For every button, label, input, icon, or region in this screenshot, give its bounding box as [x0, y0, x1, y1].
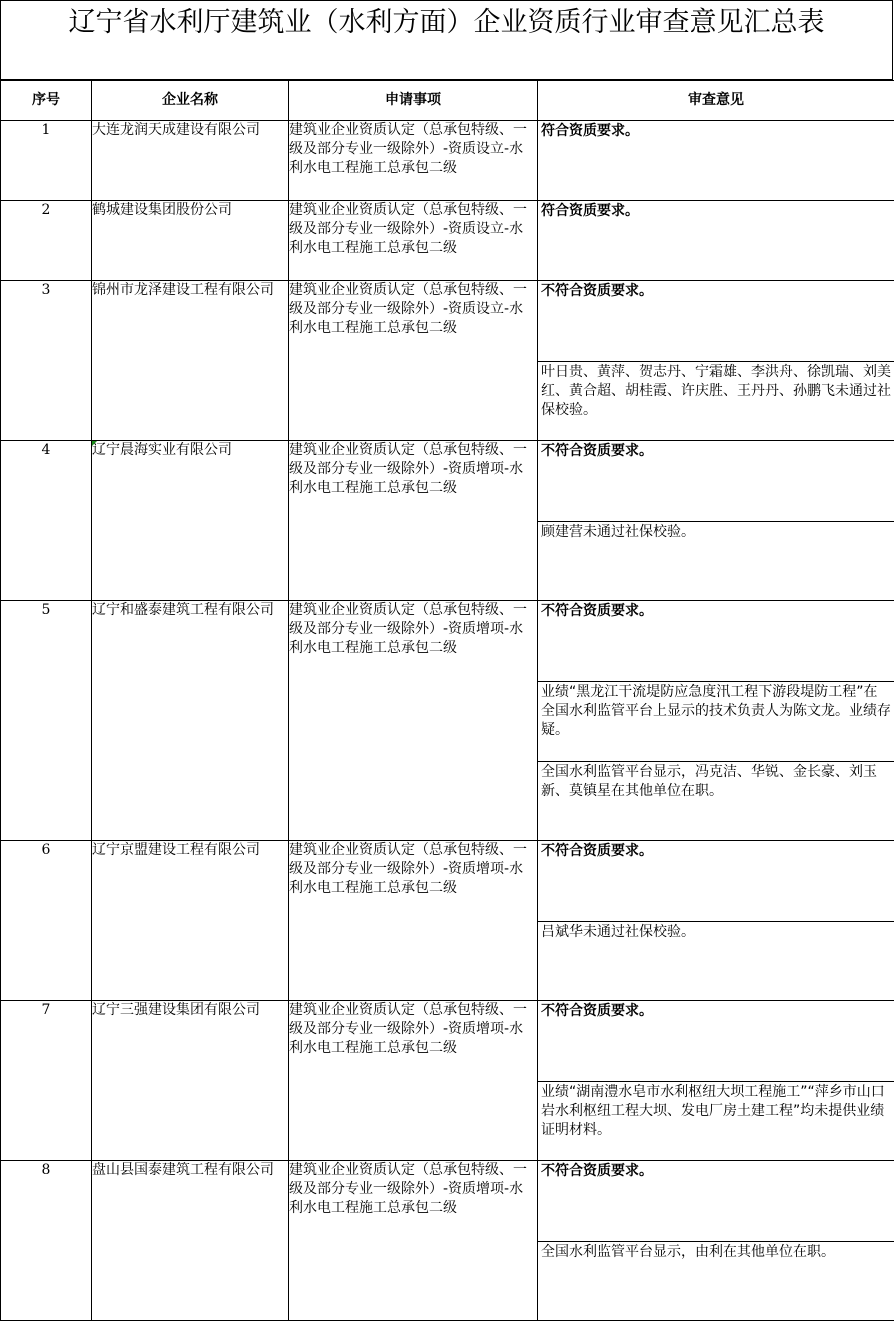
cell-seq[interactable]: 5 — [1, 601, 92, 841]
opinion-verdict[interactable]: 符合资质要求。 — [541, 123, 639, 139]
cell-company[interactable]: 锦州市龙泽建设工程有限公司 — [92, 281, 289, 441]
opinion-detail[interactable]: 吕斌华未通过社保校验。 — [538, 921, 894, 1000]
cell-application[interactable]: 建筑业企业资质认定（总承包特级、一级及部分专业一级除外）-资质增项-水利水电工程施工总承包二级 — [289, 841, 538, 1001]
comment-indicator-icon[interactable] — [92, 441, 97, 446]
cell-opinion — [538, 121, 894, 201]
header-row — [1, 81, 894, 121]
opinion-detail[interactable]: 顾建营未通过社保校验。 — [538, 521, 894, 600]
cell-opinion — [538, 201, 894, 281]
cell-application[interactable]: 建筑业企业资质认定（总承包特级、一级及部分专业一级除外）-资质增项-水利水电工程施工总承包二级 — [289, 441, 538, 601]
cell-seq[interactable]: 6 — [1, 841, 92, 1001]
table-row — [1, 281, 894, 441]
opinion-verdict[interactable]: 不符合资质要求。 — [541, 1163, 653, 1179]
cell-seq[interactable]: 3 — [1, 281, 92, 441]
cell-seq[interactable]: 4 — [1, 441, 92, 601]
header-opinion[interactable]: 审查意见 — [538, 81, 894, 121]
cell-company[interactable]: 盘山县国泰建筑工程有限公司 — [92, 1161, 289, 1321]
cell-company[interactable]: 辽宁和盛泰建筑工程有限公司 — [92, 601, 289, 841]
header-application[interactable]: 申请事项 — [289, 81, 538, 121]
cell-seq[interactable]: 8 — [1, 1161, 92, 1321]
cell-application[interactable]: 建筑业企业资质认定（总承包特级、一级及部分专业一级除外）-资质增项-水利水电工程施工总承包二级 — [289, 601, 538, 841]
opinion-detail[interactable]: 全国水利监管平台显示，冯克洁、华锐、金长豪、刘玉新、莫镇星在其他单位在职。 — [538, 761, 894, 840]
opinion-detail[interactable]: 业绩“黑龙江干流堤防应急度汛工程下游段堤防工程”在全国水利监管平台上显示的技术负责人为陈文龙。业绩存疑。 — [538, 681, 894, 761]
opinion-detail[interactable]: 全国水利监管平台显示，由利在其他单位在职。 — [538, 1241, 894, 1320]
table-row — [1, 121, 894, 201]
table-row — [1, 441, 894, 601]
cell-opinion — [538, 1161, 894, 1321]
cell-application[interactable]: 建筑业企业资质认定（总承包特级、一级及部分专业一级除外）-资质设立-水利水电工程施工总承包二级 — [289, 121, 538, 201]
cell-seq[interactable]: 2 — [1, 201, 92, 281]
opinion-verdict[interactable]: 不符合资质要求。 — [541, 843, 653, 859]
cell-seq[interactable]: 1 — [1, 121, 92, 201]
cell-opinion — [538, 601, 894, 841]
table-row — [1, 601, 894, 841]
cell-opinion — [538, 1001, 894, 1161]
header-seq[interactable]: 序号 — [1, 81, 92, 121]
table-row — [1, 841, 894, 1001]
header-company[interactable]: 企业名称 — [92, 81, 289, 121]
cell-opinion — [538, 281, 894, 441]
opinion-verdict[interactable]: 不符合资质要求。 — [541, 283, 653, 299]
table-row — [1, 1001, 894, 1161]
table-row — [1, 1161, 894, 1321]
cell-seq[interactable]: 7 — [1, 1001, 92, 1161]
opinion-detail[interactable]: 叶日贵、黄萍、贺志丹、宁霜雄、李洪舟、徐凯瑞、刘美红、黄合超、胡桂霞、许庆胜、王丹丹、孙鹏飞未通过社保校验。 — [538, 361, 894, 440]
review-table — [0, 80, 894, 1321]
cell-company[interactable]: 辽宁三强建设集团有限公司 — [92, 1001, 289, 1161]
opinion-verdict[interactable]: 符合资质要求。 — [541, 203, 639, 219]
cell-application[interactable]: 建筑业企业资质认定（总承包特级、一级及部分专业一级除外）-资质设立-水利水电工程施工总承包二级 — [289, 201, 538, 281]
cell-company[interactable]: 大连龙润天成建设有限公司 — [92, 121, 289, 201]
page-title[interactable]: 辽宁省水利厅建筑业（水利方面）企业资质行业审查意见汇总表 — [0, 0, 893, 80]
cell-opinion — [538, 441, 894, 601]
opinion-verdict[interactable]: 不符合资质要求。 — [541, 603, 653, 619]
table-row — [1, 201, 894, 281]
cell-application[interactable]: 建筑业企业资质认定（总承包特级、一级及部分专业一级除外）-资质增项-水利水电工程施工总承包二级 — [289, 1161, 538, 1321]
opinion-detail[interactable]: 业绩“湖南澧水皂市水利枢纽大坝工程施工”“萍乡市山口岩水利枢纽工程大坝、发电厂房土建工程”均未提供业绩证明材料。 — [538, 1081, 894, 1160]
cell-application[interactable]: 建筑业企业资质认定（总承包特级、一级及部分专业一级除外）-资质设立-水利水电工程施工总承包二级 — [289, 281, 538, 441]
cell-opinion — [538, 841, 894, 1001]
opinion-verdict[interactable]: 不符合资质要求。 — [541, 1003, 653, 1019]
cell-company[interactable]: 辽宁京盟建设工程有限公司 — [92, 841, 289, 1001]
company-name: 辽宁晨海实业有限公司 — [92, 442, 232, 458]
opinion-verdict[interactable]: 不符合资质要求。 — [541, 443, 653, 459]
cell-application[interactable]: 建筑业企业资质认定（总承包特级、一级及部分专业一级除外）-资质增项-水利水电工程施工总承包二级 — [289, 1001, 538, 1161]
cell-company[interactable] — [92, 441, 289, 601]
cell-company[interactable]: 鹤城建设集团股份公司 — [92, 201, 289, 281]
